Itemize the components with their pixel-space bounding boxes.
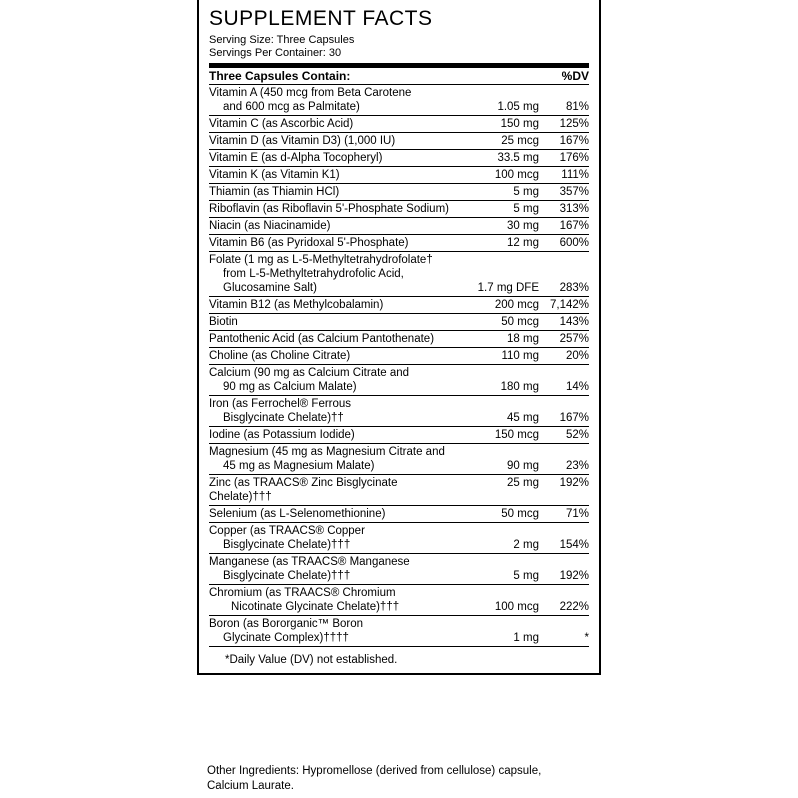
nutrient-dv xyxy=(539,554,589,585)
nutrient-name-line1: Copper (as TRAACS® Copper xyxy=(209,525,365,537)
nutrient-name: Pantothenic Acid (as Calcium Pantothenate) xyxy=(209,331,461,348)
nutrient-dv xyxy=(539,444,589,475)
table-row xyxy=(209,475,589,506)
nutrient-name-line2: Bisglycinate Chelate)†† xyxy=(223,412,344,424)
header-name: Three Capsules Contain: xyxy=(209,68,461,85)
servings-per-container: Servings Per Container: 30 xyxy=(209,47,342,59)
nutrient-amount-value: 5 mg xyxy=(513,570,539,582)
table-row xyxy=(209,85,589,116)
nutrient-dv: 313% xyxy=(539,201,589,218)
table-row xyxy=(209,506,589,523)
nutrient-dv: 357% xyxy=(539,184,589,201)
nutrient-amount xyxy=(461,616,539,647)
nutrient-amount-value: 1 mg xyxy=(513,632,539,644)
nutrient-amount: 150 mg xyxy=(461,116,539,133)
nutrient-amount: 33.5 mg xyxy=(461,150,539,167)
table-row xyxy=(209,554,589,585)
nutrient-amount: 30 mg xyxy=(461,218,539,235)
nutrient-name: Vitamin K (as Vitamin K1) xyxy=(209,167,461,184)
nutrient-amount xyxy=(461,252,539,297)
table-row xyxy=(209,167,589,184)
nutrient-name: Vitamin E (as d-Alpha Tocopheryl) xyxy=(209,150,461,167)
nutrient-dv: 167% xyxy=(539,133,589,150)
other-ingredients-line2: Calcium Laurate. xyxy=(207,780,294,792)
table-row xyxy=(209,523,589,554)
nutrient-name xyxy=(209,252,461,297)
nutrient-amount: 18 mg xyxy=(461,331,539,348)
table-row xyxy=(209,585,589,616)
nutrient-name: Choline (as Choline Citrate) xyxy=(209,348,461,365)
table-row xyxy=(209,235,589,252)
nutrient-name-line1: Folate (1 mg as L-5-Methyltetrahydrofolate† xyxy=(209,254,433,266)
nutrient-name xyxy=(209,365,461,396)
nutrient-table xyxy=(209,68,589,647)
nutrient-dv xyxy=(539,523,589,554)
nutrient-dv: 192% xyxy=(539,475,589,506)
nutrient-amount xyxy=(461,585,539,616)
nutrient-name: Zinc (as TRAACS® Zinc Bisglycinate Chelate)††† xyxy=(209,475,461,506)
nutrient-dv-value: 14% xyxy=(565,381,589,393)
nutrient-amount: 110 mg xyxy=(461,348,539,365)
nutrient-amount-value: 100 mcg xyxy=(494,601,539,613)
nutrient-dv: 176% xyxy=(539,150,589,167)
nutrient-dv: 111% xyxy=(539,167,589,184)
nutrient-name: Vitamin D (as Vitamin D3) (1,000 IU) xyxy=(209,133,461,150)
nutrient-dv: 71% xyxy=(539,506,589,523)
nutrient-name-line1: Vitamin A (450 mcg from Beta Carotene xyxy=(209,87,412,99)
nutrient-amount: 12 mg xyxy=(461,235,539,252)
table-row xyxy=(209,365,589,396)
nutrient-name-line3: Glucosamine Salt) xyxy=(223,282,317,294)
nutrient-amount: 5 mg xyxy=(461,184,539,201)
nutrient-name-line2: Glycinate Complex)†††† xyxy=(223,632,349,644)
nutrient-dv-value: * xyxy=(584,632,589,644)
page-title: SUPPLEMENT FACTS xyxy=(209,7,433,30)
nutrient-amount-value: 180 mg xyxy=(500,381,539,393)
nutrient-amount: 25 mcg xyxy=(461,133,539,150)
nutrient-dv xyxy=(539,365,589,396)
nutrient-dv-value: 283% xyxy=(559,282,589,294)
table-row xyxy=(209,150,589,167)
nutrient-name-line2: Bisglycinate Chelate)††† xyxy=(223,539,351,551)
divider-bottom xyxy=(199,673,599,675)
header-dv: %DV xyxy=(539,68,589,85)
nutrient-name-line2: 90 mg as Calcium Malate) xyxy=(223,381,357,393)
nutrient-dv xyxy=(539,616,589,647)
table-row xyxy=(209,297,589,314)
nutrient-name-line1: Iron (as Ferrochel® Ferrous xyxy=(209,398,352,410)
nutrient-amount: 150 mcg xyxy=(461,427,539,444)
nutrient-name: Selenium (as L-Selenomethionine) xyxy=(209,506,461,523)
table-row xyxy=(209,133,589,150)
table-row xyxy=(209,252,589,297)
nutrient-dv xyxy=(539,396,589,427)
nutrient-amount: 5 mg xyxy=(461,201,539,218)
nutrient-amount xyxy=(461,523,539,554)
nutrient-amount: 25 mg xyxy=(461,475,539,506)
table-row xyxy=(209,396,589,427)
nutrient-name: Iodine (as Potassium Iodide) xyxy=(209,427,461,444)
nutrient-name: Biotin xyxy=(209,314,461,331)
table-row xyxy=(209,348,589,365)
nutrient-name: Vitamin C (as Ascorbic Acid) xyxy=(209,116,461,133)
nutrient-dv: 600% xyxy=(539,235,589,252)
other-ingredients xyxy=(207,764,607,794)
other-ingredients-line1: Other Ingredients: Hypromellose (derived from cellulose) capsule, xyxy=(207,765,542,777)
nutrient-name-line2: Nicotinate Glycinate Chelate)††† xyxy=(231,601,400,613)
table-row xyxy=(209,218,589,235)
nutrient-name: Thiamin (as Thiamin HCl) xyxy=(209,184,461,201)
table-row xyxy=(209,116,589,133)
nutrient-amount: 50 mcg xyxy=(461,314,539,331)
nutrient-name: Niacin (as Niacinamide) xyxy=(209,218,461,235)
nutrient-dv-value: 81% xyxy=(565,101,589,113)
nutrient-dv: 167% xyxy=(539,218,589,235)
nutrient-name-line1: Chromium (as TRAACS® Chromium xyxy=(209,587,396,599)
nutrient-dv xyxy=(539,585,589,616)
nutrient-dv xyxy=(539,252,589,297)
nutrient-dv: 20% xyxy=(539,348,589,365)
nutrient-amount-value: 2 mg xyxy=(513,539,539,551)
nutrient-name xyxy=(209,85,461,116)
table-row xyxy=(209,444,589,475)
nutrient-name-line1: Magnesium (45 mg as Magnesium Citrate and xyxy=(209,446,445,458)
nutrient-amount-value: 45 mg xyxy=(507,412,539,424)
nutrient-dv: 125% xyxy=(539,116,589,133)
daily-value-footnote: *Daily Value (DV) not established. xyxy=(225,654,398,666)
nutrient-amount xyxy=(461,554,539,585)
nutrient-name xyxy=(209,396,461,427)
table-row xyxy=(209,184,589,201)
nutrient-name xyxy=(209,616,461,647)
nutrient-name-line1: Boron (as Bororganic™ Boron xyxy=(209,618,364,630)
nutrient-name-line2: 45 mg as Magnesium Malate) xyxy=(223,460,375,472)
nutrient-dv-value: 23% xyxy=(565,460,589,472)
nutrient-name: Riboflavin (as Riboflavin 5'-Phosphate Sodium) xyxy=(209,201,461,218)
nutrient-amount-value: 1.7 mg DFE xyxy=(477,282,539,294)
nutrient-amount xyxy=(461,444,539,475)
nutrient-name xyxy=(209,523,461,554)
nutrient-dv-value: 222% xyxy=(559,601,589,613)
nutrient-dv: 143% xyxy=(539,314,589,331)
table-row xyxy=(209,427,589,444)
nutrient-dv: 7,142% xyxy=(539,297,589,314)
nutrient-dv-value: 154% xyxy=(559,539,589,551)
nutrient-name xyxy=(209,585,461,616)
nutrient-amount xyxy=(461,85,539,116)
nutrient-amount-value: 1.05 mg xyxy=(497,101,539,113)
table-header-row xyxy=(209,68,589,85)
nutrient-name-line2: from L-5-Methyltetrahydrofolic Acid, xyxy=(223,268,404,280)
nutrient-name-line2: and 600 mcg as Palmitate) xyxy=(223,101,360,113)
table-row xyxy=(209,201,589,218)
table-row xyxy=(209,314,589,331)
nutrient-name: Vitamin B6 (as Pyridoxal 5'-Phosphate) xyxy=(209,235,461,252)
table-row xyxy=(209,331,589,348)
nutrient-dv: 257% xyxy=(539,331,589,348)
supplement-facts-panel xyxy=(197,0,601,675)
nutrient-amount: 100 mcg xyxy=(461,167,539,184)
nutrient-dv-value: 167% xyxy=(559,412,589,424)
nutrient-dv-value: 192% xyxy=(559,570,589,582)
nutrient-amount xyxy=(461,396,539,427)
nutrient-amount xyxy=(461,365,539,396)
nutrient-name-line1: Manganese (as TRAACS® Manganese xyxy=(209,556,410,568)
serving-size: Serving Size: Three Capsules xyxy=(209,34,355,46)
nutrient-amount: 50 mcg xyxy=(461,506,539,523)
nutrient-name xyxy=(209,554,461,585)
nutrient-amount-value: 90 mg xyxy=(507,460,539,472)
nutrient-name: Vitamin B12 (as Methylcobalamin) xyxy=(209,297,461,314)
header-amount xyxy=(461,68,539,85)
nutrient-name-line1: Calcium (90 mg as Calcium Citrate and xyxy=(209,367,410,379)
nutrient-dv: 52% xyxy=(539,427,589,444)
nutrient-amount: 200 mcg xyxy=(461,297,539,314)
nutrient-name xyxy=(209,444,461,475)
nutrient-dv xyxy=(539,85,589,116)
nutrient-name-line2: Bisglycinate Chelate)††† xyxy=(223,570,351,582)
table-row xyxy=(209,616,589,647)
